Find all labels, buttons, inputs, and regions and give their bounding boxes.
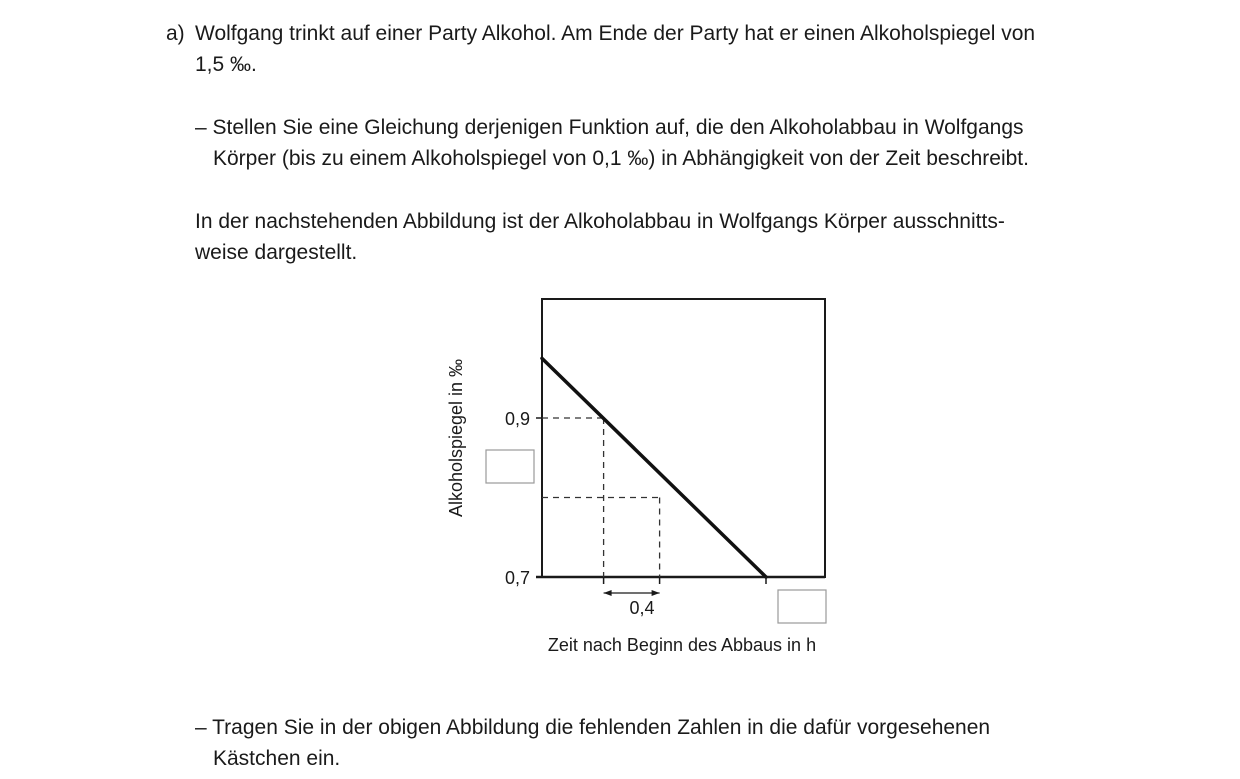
bullet-2-line-2: Kästchen ein. [213, 747, 341, 770]
bullet-1-line-1: – Stellen Sie eine Gleichung derjenigen Funktion auf, die den Alkoholabbau in Wolfgangs [195, 116, 1024, 139]
y-axis-label: Alkoholspiegel in ‰ [446, 358, 466, 518]
figure-intro-line-1: In der nachstehenden Abbildung ist der Alkoholabbau in Wolfgangs Körper ausschnitts- [195, 210, 1005, 233]
intro-line-2: 1,5 ‰. [195, 53, 257, 76]
answer-box-y[interactable] [486, 450, 534, 483]
bullet-2-line-1: – Tragen Sie in der obigen Abbildung die fehlenden Zahlen in die dafür vorgesehenen [195, 716, 991, 739]
series-line-alkoholabbau [542, 358, 766, 577]
arrow-right-icon [652, 590, 660, 596]
arrow-left-icon [604, 590, 612, 596]
x-axis-label: Zeit nach Beginn des Abbaus in h [547, 635, 817, 655]
y-tick-label-0-7: 0,7 [504, 568, 530, 588]
figure-intro-line-2: weise dargestellt. [195, 241, 358, 264]
y-tick-label-0-9: 0,9 [504, 409, 530, 429]
task-label: a) [166, 22, 185, 45]
answer-box-x[interactable] [778, 590, 826, 623]
intro-line-1: Wolfgang trinkt auf einer Party Alkohol. Am Ende der Party hat er einen Alkoholspiegel von [195, 22, 1036, 45]
bullet-1-line-2: Körper (bis zu einem Alkoholspiegel von 0,1 ‰) in Abhängigkeit von der Zeit beschreibt. [213, 147, 1029, 170]
chart-frame [542, 299, 825, 577]
interval-label: 0,4 [629, 598, 655, 618]
